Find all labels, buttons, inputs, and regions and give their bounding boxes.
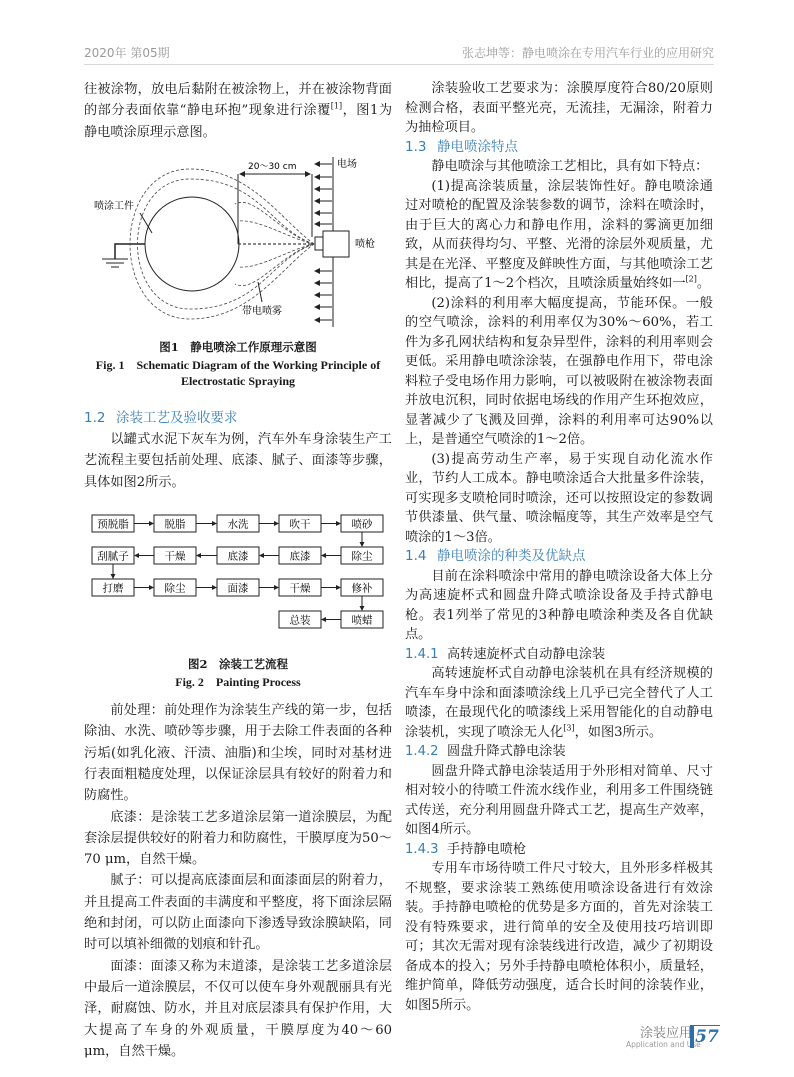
paragraph: (3)提高劳动生产率，易于实现自动化流水作业，节约人工成本。静电喷涂适合大批量多件涂装，可实现多支喷枪同时喷涂，还可以按照设定的参数调节供漆量、供气量、喷涂幅度等，其生产效率是空气喷涂的1～3倍。 xyxy=(405,451,713,545)
section-heading-1-2: 1.2 涂装工艺及验收要求 xyxy=(84,409,238,426)
process-step xyxy=(341,547,383,564)
process-step-label: 除尘 xyxy=(351,550,373,563)
figure-1 xyxy=(84,143,392,408)
process-step xyxy=(154,579,196,596)
process-step-label: 水洗 xyxy=(227,518,249,531)
gun-label: 喷枪 xyxy=(355,238,375,250)
paragraph: 前处理：前处理作为涂装生产线的第一步，包括除油、水洗、喷砂等步骤，用于去除工件表面的各种污垢(如乳化液、汗渍、油脂)和尘埃，同时对基材进行表面粗糙度处理，以保证涂层具有较好的附着力和防腐性。 xyxy=(84,703,392,804)
journal-name-cn: 涂装应用 xyxy=(640,1026,693,1041)
paragraph: (1)提高涂装质量，涂层装饰性好。静电喷涂通过对喷枪的配置及涂装参数的调节，涂料在喷涂时，由于巨大的离心力和静电作用，涂料的雾滴更加细致，从而获得均匀、平整、光滑的涂层外观质量，尤其是在光泽、平整度及鲜映性方面，与其他喷涂工艺相比，提高了1～2个档次，且喷涂质量始终如一[2]。 xyxy=(405,178,713,291)
paragraph: 专用车市场待喷工件尺寸较大，且外形多样极其不规整，要求涂装工熟练使用喷涂设备进行有效涂装。手持静电喷枪的优势是多方面的，首先对涂装工没有特殊要求，进行简单的安全及使用技巧培训即可；其次无需对现有涂装线进行改造，减少了初期设备成本的投入；另外手持静电喷枪体积小，质量轻，维护简单，降低劳动强度，适合长时间的涂装作业，如图5所示。 xyxy=(405,861,713,1013)
subsection-heading-1-4-2: 1.4.2 圆盘升降式静电涂装 xyxy=(405,744,566,759)
process-step xyxy=(154,515,196,532)
journal-name-en: Application and Use xyxy=(626,1040,701,1049)
issue-label: 2020年 第05期 xyxy=(84,46,170,60)
process-step-label: 底漆 xyxy=(289,550,311,563)
paragraph: (2)涂料的利用率大幅度提高，节能环保。一般的空气喷涂，涂料的利用率仅为30%～60%，若工件为多孔网状结构和复杂异型件，涂料的利用率则会更低。采用静电喷涂涂装，在强静电作用下，带电涂料粒子受电场作用力影响，可以被吸附在被涂物表面并放电沉积，同时依据电场线的作用产生环抱效应，显著减少了飞溅及回弹，涂料的利用率可达90%以上，是普通空气喷涂的1～2倍。 xyxy=(405,295,713,447)
process-step xyxy=(279,515,321,532)
right-column xyxy=(405,79,713,1015)
subsection-heading-1-4-3: 1.4.3 手持静电喷枪 xyxy=(405,841,527,857)
process-step-label: 喷砂 xyxy=(351,518,373,531)
process-step-label: 干燥 xyxy=(164,550,186,563)
process-step-label: 喷蜡 xyxy=(351,614,373,627)
process-step-label: 除尘 xyxy=(164,582,186,595)
process-step-label: 刮腻子 xyxy=(97,550,129,563)
process-step xyxy=(92,515,134,532)
field-label: 电场 xyxy=(337,158,357,170)
process-step-label: 底漆 xyxy=(227,550,249,563)
subsection-heading-1-4-1: 1.4.1 高转速旋杯式自动静电涂装 xyxy=(405,646,606,662)
process-step xyxy=(341,579,383,596)
process-step xyxy=(154,547,196,564)
process-step xyxy=(92,579,134,596)
process-step xyxy=(92,547,134,564)
process-step xyxy=(341,515,383,532)
process-step-label: 干燥 xyxy=(289,582,311,595)
spray-gun-icon xyxy=(323,231,349,257)
process-step-label: 脱脂 xyxy=(164,518,186,531)
process-step-label: 总装 xyxy=(289,614,311,627)
process-step xyxy=(341,611,383,628)
electrostatic-diagram xyxy=(80,149,400,329)
process-step-label: 面漆 xyxy=(227,582,249,595)
process-step-label: 预脱脂 xyxy=(97,518,129,531)
process-step xyxy=(217,515,259,532)
painting-process-flowchart xyxy=(80,513,390,648)
figure-2 xyxy=(84,493,392,700)
workpiece-label: 喷涂工件 xyxy=(94,200,134,212)
paragraph: 腻子：可以提高底漆面层和面漆面层的附着力，并且提高工件表面的丰满度和平整度，将下面涂层隔绝和封闭，可以防止面漆向下渗透导致涂膜缺陷，同时可以填补细微的划痕和针孔。 xyxy=(84,873,392,953)
paragraph: 涂装验收工艺要求为：涂膜厚度符合80/20原则检测合格，表面平整光亮，无流挂，无漏涂，附着力为抽检项目。 xyxy=(405,81,713,135)
paragraph: 目前在涂料喷涂中常用的静电喷涂设备大体上分为高速旋杯式和圆盘升降式喷涂设备及手持式静电枪。表1列举了常见的3种静电喷涂种类及各自优缺点。 xyxy=(405,568,713,642)
paragraph: 底漆：是涂装工艺多道涂层第一道涂膜层，为配套涂层提供较好的附着力和防腐性，干膜厚度为50～70 μm，自然干燥。 xyxy=(84,809,392,868)
process-step xyxy=(279,611,321,628)
figure-1-caption-en: Fig. 1 Schematic Diagram of the Working Principle of Electrostatic Spraying xyxy=(95,357,381,389)
paragraph: 往被涂物，放电后黏附在被涂物上，并在被涂物背面的部分表面依靠“静电环抱”现象进行涂覆[1]，图1为静电喷涂原理示意图。 xyxy=(84,82,393,140)
process-step-label: 吹干 xyxy=(289,518,311,531)
section-heading-1-3: 1.3 静电喷涂特点 xyxy=(405,138,518,155)
process-step xyxy=(279,547,321,564)
paragraph: 面漆：面漆又称为末道漆，是涂装工艺多道涂层中最后一道涂膜层，不仅可以使车身外观靓丽具有光泽，耐腐蚀、防水，并且对底层漆具有保护作用，大大提高了车身的外观质量，干膜厚度为40～60 μm，自然干燥。 xyxy=(84,958,392,1059)
running-title: 张志坤等：静电喷涂在专用汽车行业的应用研究 xyxy=(461,46,714,60)
distance-label: 20～30 cm xyxy=(248,161,297,172)
process-step xyxy=(217,579,259,596)
spray-label: 带电喷雾 xyxy=(242,305,282,317)
paragraph: 静电喷涂与其他喷涂工艺相比，具有如下特点： xyxy=(431,159,709,174)
page-number: 57 xyxy=(690,1025,720,1048)
header-divider xyxy=(84,64,714,65)
process-step xyxy=(217,547,259,564)
figure-2-caption-cn: 图2 涂装工艺流程 xyxy=(187,657,288,672)
left-column xyxy=(84,79,392,1062)
figure-2-caption-en: Fig. 2 Painting Process xyxy=(175,675,301,690)
process-step-label: 打磨 xyxy=(102,582,124,595)
paragraph: 高转速旋杯式自动静电涂装机在具有经济规模的汽车车身中涂和面漆喷涂线上几乎已完全替代了人工喷漆，在最现代化的喷漆线上采用智能化的自动静电涂装机，实现了喷涂无人化[3]，如图3所示。 xyxy=(405,666,713,740)
section-heading-1-4: 1.4 静电喷涂的种类及优缺点 xyxy=(405,548,586,564)
process-step xyxy=(279,579,321,596)
figure-1-caption-cn: 图1 静电喷涂工作原理示意图 xyxy=(159,339,317,354)
paragraph: 以罐式水泥下灰车为例，汽车外车身涂装生产工艺流程主要包括前处理、底漆、腻子、面漆等步骤，具体如图2所示。 xyxy=(84,432,392,490)
paragraph: 圆盘升降式静电涂装适用于外形相对简单、尺寸相对较小的待喷工件流水线作业，利用多工件围绕链式传送，充分利用圆盘升降式工艺，提高生产效率，如图4所示。 xyxy=(405,763,713,837)
process-step-label: 修补 xyxy=(351,582,373,595)
